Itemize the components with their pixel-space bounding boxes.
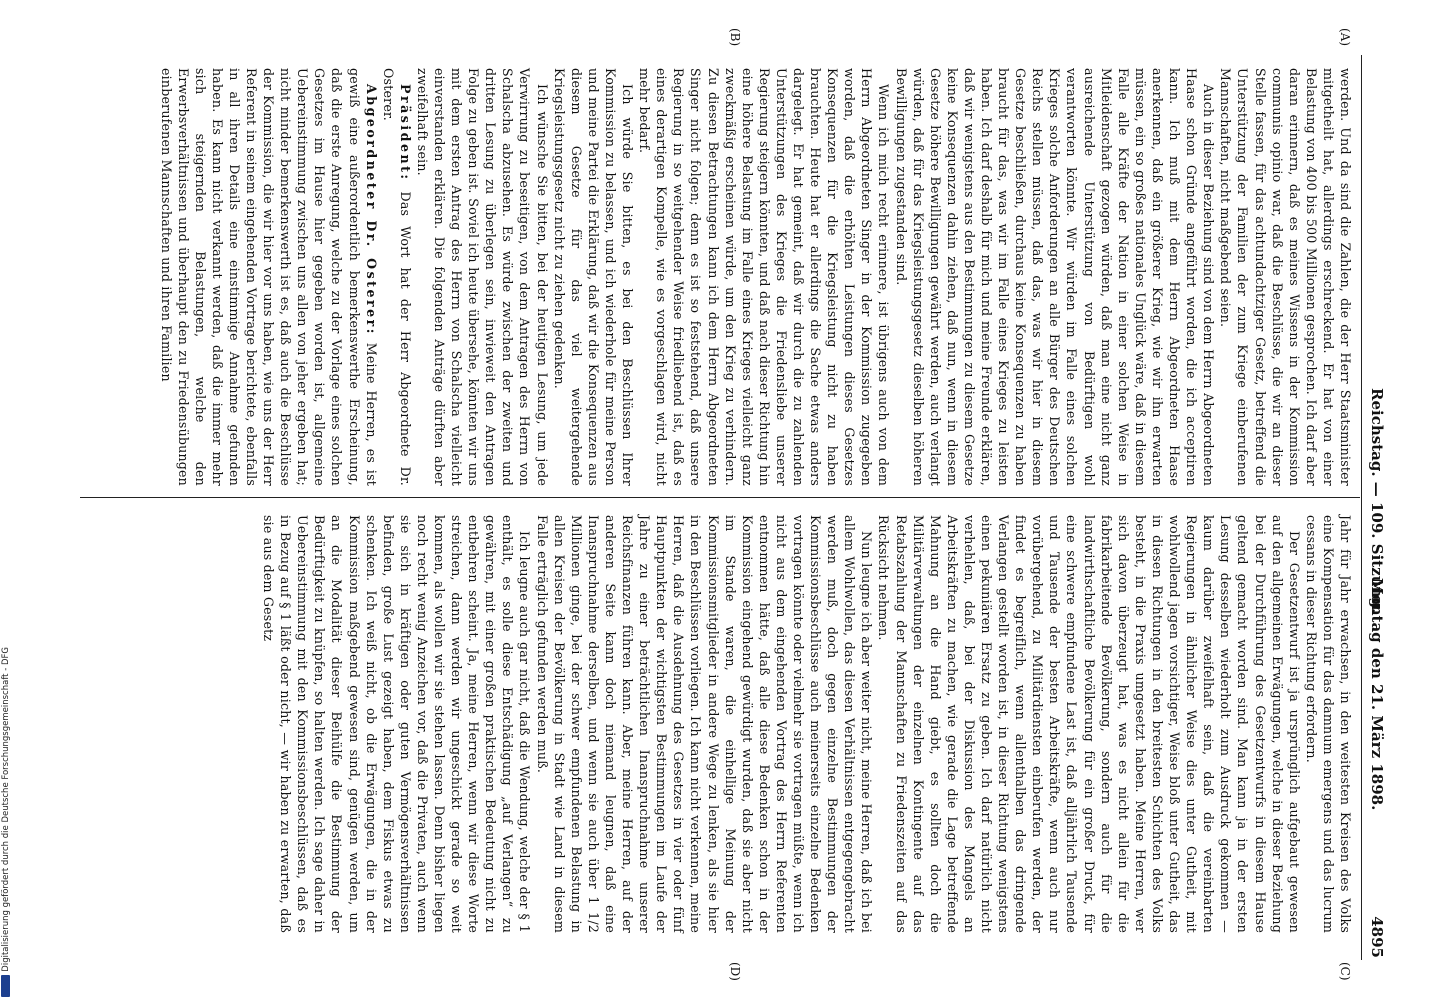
margin-marker-d: (D)	[728, 962, 742, 981]
page-number: 4895	[1368, 916, 1386, 958]
digitization-note: Digitalisierung gefördert durch die Deutsche Forschungsgemeinschaft - DFG	[1, 647, 11, 972]
header-date: Montag den 21. März 1898.	[1368, 578, 1386, 811]
column-divider	[80, 497, 1360, 498]
president-text: Das Wort hat der Herr Abgeordnete Dr. Osterer.	[380, 68, 413, 486]
paragraph: Auch in dieser Beziehung sind von dem Herrn Abgeordneten Haase schon Gründe angeführt worden, die ich acceptiren kann. Ich muß mit dem Herrn Abgeordneten Haase anerkennen, daß ein größerer Krieg, wie wir ihn erwarten müssen, ein so großes nationales Unglück wäre, daß in diesem Falle alle Kräfte der Nation in einer solchen Weise in Mitleidenschaft gezogen würden, daß man eine nicht ganz ausreichende Unterstützung von Bedürftigen wohl verantworten könnte. Wir würden im Falle eines solchen Krieges solche Anforderungen an alle Bürger des Deutschen Reichs stellen müssen, daß das, was wir hier in diesem Gesetze beschließen, durchaus keine Konsequenzen zu haben braucht für das, was wir im Falle eines Krieges zu leisten haben. Ich darf deshalb für mich und meine Freunde erklären, daß wir wenigstens aus den Bestimmungen zu diesem Gesetze keine Konsequenzen dahin ziehen, daß nun, wenn in diesem Gesetze höhere Bewilligungen gewährt werden, auch verlangt würden, daß für das Kriegsleistungsgesetz dieselben höheren Bewilligungen zugestanden sind.	[893, 68, 1217, 486]
paragraph: Nun leugne ich aber weiter nicht, meine Herren, daß ich bei allem Wohlwollen, das diesen Verhältnissen entgegengebracht werden muß, doch gegen einzelne Bestimmungen der Kommissionsbeschlüsse auch meinerseits einzelne Bedenken vortragen könnte oder vielmehr sie vortragen müßte, wenn ich nicht aus dem eingehenden Vortrag des Herrn Referenten entnommen hätte, daß alle diese Bedenken schon in der Kommission eingehend gewürdigt wurden, daß sie aber nicht im Stande waren, die einhellige Meinung der Kommissionsmitglieder in andere Wege zu lenken, als sie hier in den Beschlüssen vorliegen. Ich kann nicht verkennen, meine Herren, daß die Ausdehnung des Gesetzes in vier oder fünf Hauptpunkten der wichtigsten Bestimmungen im Laufe der Jahre zu einer beträchtlichen Inanspruchnahme unserer Reichsfinanzen führen kann. Aber, meine Herren, auf der anderen Seite kann doch niemand leugnen, daß eine Inanspruchnahme derselben, und wenn sie auch über 1 1/2 Millionen ginge, bei der schwer empfundenen Belastung in allen Kreisen der Bevölkerung in Stadt wie Land in diesem Falle erträglich gefunden werden muß.	[534, 515, 875, 933]
digitization-footer	[0, 0, 10, 1000]
paragraph: werden. Und da sind die Zahlen, die der Herr Staatsminister mitgetheilt hat, allerdings erschreckend. Er hat von einer Belastung von 400 bis 500 Millionen gesprochen. Ich darf aber daran erinnern, daß es meines Wissens in der Kommission communis opinio war, daß die Beschlüsse, die wir an dieser Stelle fassen, für das achtundachtziger Gesetz, betreffend die Unterstützung der Familien der zum Kriege einberufenen Mannschaften, nicht maßgebend seien.	[1218, 68, 1353, 486]
paragraph: Wenn ich mich recht erinnere, ist übrigens auch von dem Herrn Abgeordneten Singer in der Kommission zugegeben worden, daß die erhöhten Leistungen dieses Gesetzes Konsequenzen für die Kriegsleistung nicht zu haben brauchten. Heute hat er allerdings die Sache etwas anders dargelegt. Er hat gemeint, daß wir durch die zu zahlenden Unterstützungen des Krieges die Friedensliebe unserer Regierung steigern könnten, und daß nach dieser Richtung hin eine höhere Belastung im Falle eines Krieges vielleicht ganz zweckmäßig erscheinen würde, um den Krieg zu verhindern. Zu diesen Betrachtungen kann ich dem Herrn Abgeordneten Singer nicht folgen; denn es ist so feststehend, daß unsere Regierung in so weitgehender Weise friedliebend ist, daß es eines derartigen Kompelle, wie es vorgeschlagen wird, nicht mehr bedarf.	[637, 68, 892, 486]
page-header	[1362, 58, 1392, 958]
dfg-logo-icon	[1, 975, 10, 997]
paragraph: Ich wünsche Sie bitten, bei der heutigen Lesung, um jede Verwirrung zu beseitigen, von dem Antragen des Herrn von Schalscha abzusehen. Es würde zwischen der zweiten und dritten Lesung zu überlegen sein, inwieweit den Antragen Folge zu geben ist. Soviel ich heute übersehe, könnten wir uns mit dem ersten Antrag des Herrn von Schalscha vielleicht einverstanden erklären. Die folgenden Anträge dürften aber zweifelhaft sein.	[414, 68, 550, 486]
header-session-title: Reichstag. — 109. Sitzung.	[1368, 388, 1386, 614]
paragraph: Ich würde Sie bitten, es bei den Beschlüssen Ihrer Kommission zu belassen, und ich wiederhole für meine Person und meine Partei die Erklärung, daß wir die Konsequenzen aus diesem Gesetze für das viel weitergehende Kriegsleistungsgesetz nicht zu ziehen gedenken.	[551, 68, 636, 486]
margin-marker-c: (C)	[1338, 962, 1352, 981]
president-remark	[380, 68, 414, 486]
paragraph: Der Gesetzentwurf ist ja ursprünglich aufgebaut gewesen auf den allgemeinen Erwägungen, welche in dieser Beziehung bei der Durchführung des Gesetzentwurfs in diesem Hause geltend gemacht worden sind. Man kann ja in der ersten Lesung desselben wiederholt zum Ausdruck gekommen — kaum darüber zweifelhaft sein, daß die vereinbarten Regierungen in ähnlicher Weise dies unter Gutheit, mit wohlwollend jagen vorsichtiger, Weise bloß unter Gutheit, das in diesen Richtungen in den breitesten Schichten des Volks besteht, in die Praxis umgesetzt haben. Meine Herren, wer sich davon überzeugt hat, was es nicht allein für die fabrikarbeitende Bevölkerung, sondern auch für die landwirthschaftliche Bevölkerung für ein großer Druck, für eine schwere empfundene Last ist, daß alljährlich Tausende und Tausende der besten Arbeitskräfte, wenn auch nur vorübergehend, zu Militärdiensten einberufen werden, der findet es begreiflich, wenn allenthalben das dringende Verlangen gestellt worden ist, in dieser Richtung wenigstens einen pekuniären Ersatz zu geben. Ich darf natürlich nicht verhehlen, daß, bei der Diskussion des Mangels an Arbeitskräften zu machen, wie gerade die Lage betreffende Mahnung an die Hand giebt, es sollten doch die Militärverwaltungen der einzelnen Kontingente auf das Retabszahlung der Mannschaften zu Friedenszeiten auf das Rücksicht nehmen.	[876, 515, 1302, 933]
margin-marker-b: (B)	[728, 28, 742, 47]
right-column	[260, 515, 1354, 933]
speaker-remark	[157, 68, 379, 486]
speaker-label: Abgeordneter Dr. Osterer:	[363, 84, 379, 336]
margin-marker-a: (A)	[1338, 28, 1352, 47]
paragraph: Jahr für Jahr erwachsen, in den weitesten Kreisen des Volks eine Kompensation für das damnum emergens und das lucrum cessans in dieser Richtung erfordern.	[1303, 515, 1353, 933]
paragraph: Ich leugne auch gar nicht, daß die Wendung, welche der § 1 enthält, es solle diese Entschädigung „auf Verlangen“ zu gewähren, mit einer großen praktischen Bedeutung nicht zu entbehren scheint. Ja, meine Herren, wenn wir diese Worte streichen, dann werden wir ungeschickt gerade so weit kommen, als wollen wir sie stehen lassen. Denn bisher liegen noch recht wenig Anzeichen vor, daß die Privaten, auch wenn sie sich in kräftigen oder guten Vermögensverhältnissen befinden, große Lust gezeigt haben, dem Fiskus etwas zu schenken. Ich weiß nicht, ob die Erwägungen, die in der Kommission maßgebend gewesen sind, genügen werden, um an die Modalität dieser Beihülfe die Bestimmung der Bedürftigkeit zu knüpfen, so halten werden. Ich sage daher in Uebereinstimmung mit den Kommissionsbeschlüssen, daß es in Bezug auf § 1 läßt oder nicht, — wir haben zu erwarten, daß sie aus dem Gesetz	[261, 515, 533, 933]
left-column	[157, 68, 1354, 486]
header-rule	[1361, 55, 1362, 960]
president-label: Präsident:	[397, 84, 413, 182]
speaker-text: Meine Herren, es ist gewiß eine außerordentlich bemerkenswerthe Erscheinung, daß die erste Anregung, welche zu der Vorlage eines solchen Gesetzes im Hause hier gegeben worden ist, allgemeine Uebereinstimmung zwischen uns allen von jeher ergeben hat; nicht minder bemerkenswerth ist es, daß auch die Beschlüsse der Kommission, die wir hier vor uns haben, wie uns der Herr Referent in seinem eingehenden Vortrage berichtete, ebenfalls in all ihren Details eine einstimmige Annahme gefunden haben. Es kann nicht verkannt werden, daß die immer mehr sich steigernden Belastungen, welche den Erwerbsverhältnissen und überhaupt den zu Friedensübungen einberufenen Mannschaften und ihren Familien	[158, 68, 379, 486]
